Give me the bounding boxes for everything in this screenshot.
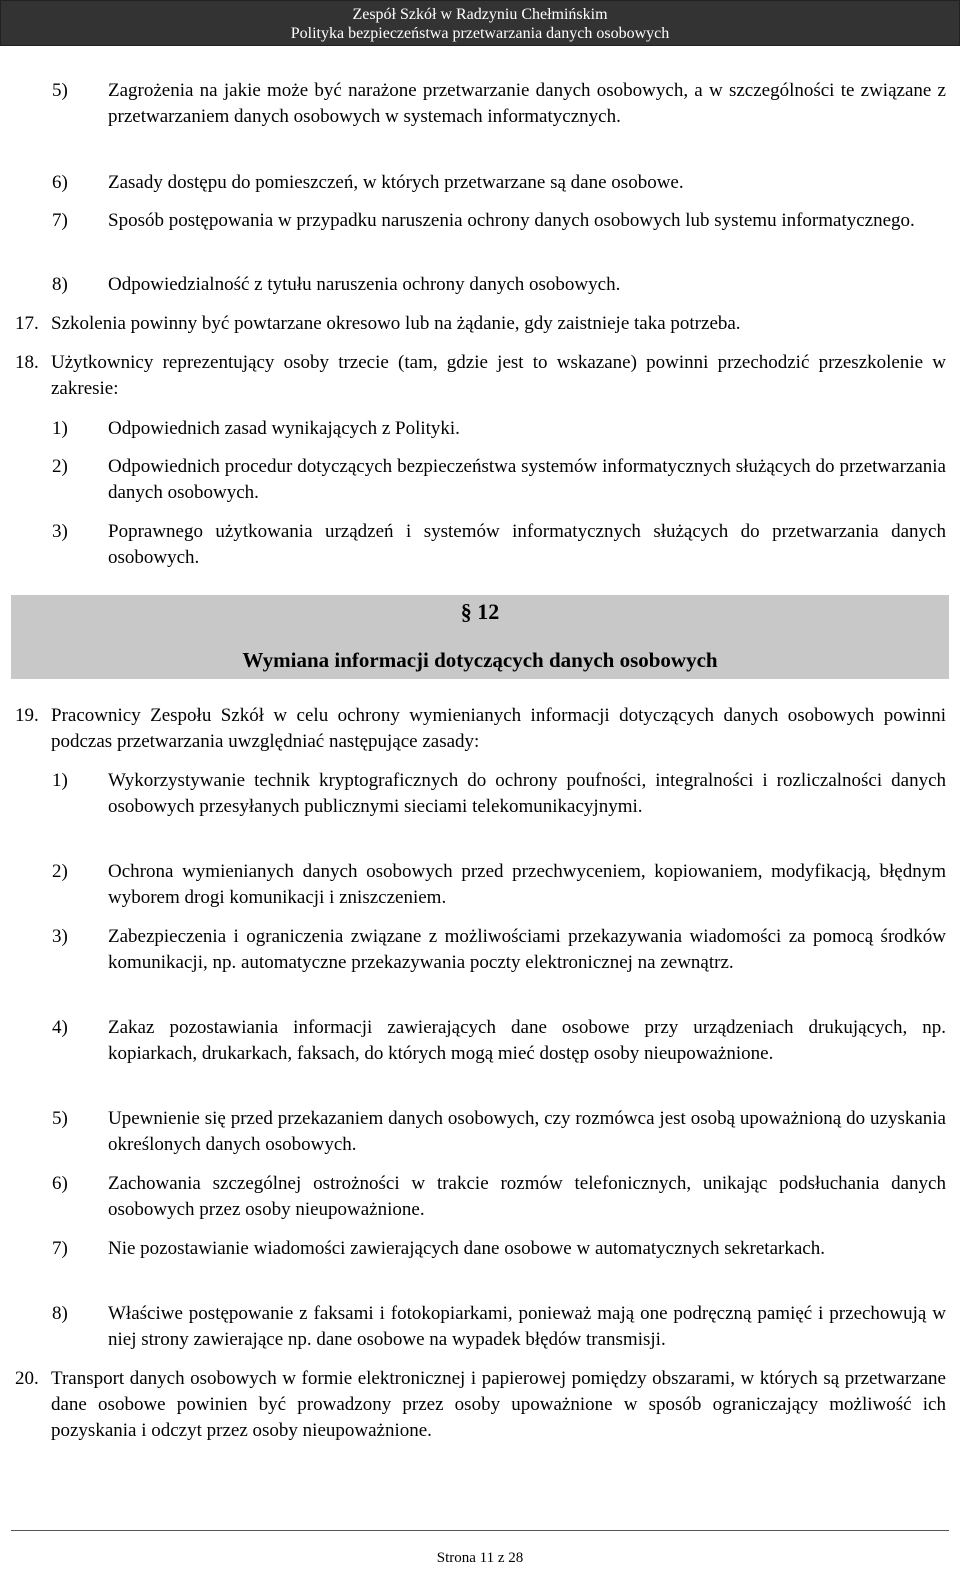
list-item-number: 6) [52,172,68,193]
list-item: Zasady dostępu do pomieszczeń, w których przetwarzane są dane osobowe. [108,172,684,193]
paragraph-17: Szkolenia powinny być powtarzane okresowo lub na żądanie, gdy zaistnieje taka potrzeba. [51,313,741,334]
section-symbol: § 12 [460,599,500,624]
list-item: Odpowiednich procedur dotyczących bezpieczeństwa systemów informatycznych służących do przetwarzania danych osobowych. [108,456,946,503]
list-item: Sposób postępowania w przypadku naruszenia ochrony danych osobowych lub systemu informatycznego. [108,210,915,231]
page-number: Strona 11 z 28 [436,1550,524,1566]
header-document-title: Polityka bezpieczeństwa przetwarzania danych osobowych [290,25,670,42]
list-item: Zakaz pozostawiania informacji zawierających dane osobowe przy urządzeniach drukujących, np. kopiarkach, drukarkach, faksach, do których mogą mieć dostęp osoby nieupoważnione. [108,1017,946,1064]
list-item: Nie pozostawianie wiadomości zawierających dane osobowe w automatycznych sekretarkach. [108,1238,825,1259]
list-item-number: 2) [52,456,68,477]
list-item: Zagrożenia na jakie może być narażone przetwarzanie danych osobowych, a w szczególności te związane z przetwarzaniem danych osobowych w systemach informatycznych. [108,80,946,127]
paragraph-18: Użytkownicy reprezentujący osoby trzecie (tam, gdzie jest to wskazane) powinni przechodzić przeszkolenie w zakresie: [51,352,946,399]
list-item-number: 8) [52,274,68,295]
list-item-number: 3) [52,926,68,947]
section-heading [11,595,949,679]
list-item-number: 8) [52,1303,68,1324]
list-item: Poprawnego użytkowania urządzeń i systemów informatycznych służących do przetwarzania danych osobowych. [108,521,946,568]
list-item: Zabezpieczenia i ograniczenia związane z możliwościami przekazywania wiadomości za pomocą środków komunikacji, np. automatyczne przekazywania poczty elektronicznej na zewnątrz. [108,926,946,973]
list-item: Odpowiedzialność z tytułu naruszenia ochrony danych osobowych. [108,274,621,295]
list-item-number: 6) [52,1173,68,1194]
list-item-number: 1) [52,770,68,791]
list-item-number: 4) [52,1017,68,1038]
footer-divider [11,1530,949,1531]
list-item: Upewnienie się przed przekazaniem danych osobowych, czy rozmówca jest osobą upoważnioną do uzyskania określonych danych osobowych. [108,1108,946,1155]
header-school-name: Zespół Szkół w Radzyniu Chełmińskim [352,6,608,23]
list-item: Właściwe postępowanie z faksami i fotokopiarkami, ponieważ mają one podręczną pamięć i przechowują w niej strony zawierające np. dane osobowe na wypadek błędów transmisji. [108,1303,946,1350]
list-item: Ochrona wymienianych danych osobowych przed przechwyceniem, kopiowaniem, modyfikacją, błędnym wyborem drogi komunikacji i zniszczeniem. [108,861,946,908]
page-header [0,0,960,46]
list-item-number: 7) [52,1238,68,1259]
paragraph-number: 18. [15,352,39,373]
list-item: Wykorzystywanie technik kryptograficznych do ochrony poufności, integralności i rozliczalności danych osobowych przesyłanych publicznymi sieciami telekomunikacyjnymi. [108,770,946,817]
paragraph-number: 19. [15,705,39,726]
list-item-number: 5) [52,80,68,101]
list-item-number: 5) [52,1108,68,1129]
paragraph-number: 20. [15,1368,39,1389]
paragraph-19: Pracownicy Zespołu Szkół w celu ochrony wymienianych informacji dotyczących danych osobowych powinni podczas przetwarzania uwzględniać następujące zasady: [51,705,946,752]
paragraph-20: Transport danych osobowych w formie elektronicznej i papierowej pomiędzy obszarami, w których są przetwarzane dane osobowe powinien być prowadzony przez osoby upoważnione w sposób ograniczający możliwość ich pozyskania i odczyt przez osoby nieupoważnione. [51,1368,946,1441]
list-item-number: 1) [52,418,68,439]
list-item: Zachowania szczególnej ostrożności w trakcie rozmów telefonicznych, unikając podsłuchania danych osobowych przez osoby nieupoważnione. [108,1173,946,1220]
list-item-number: 7) [52,210,68,231]
paragraph-number: 17. [15,313,39,334]
list-item-number: 2) [52,861,68,882]
list-item-number: 3) [52,521,68,542]
section-title: Wymiana informacji dotyczących danych osobowych [242,648,718,672]
list-item: Odpowiednich zasad wynikających z Polityki. [108,418,460,439]
